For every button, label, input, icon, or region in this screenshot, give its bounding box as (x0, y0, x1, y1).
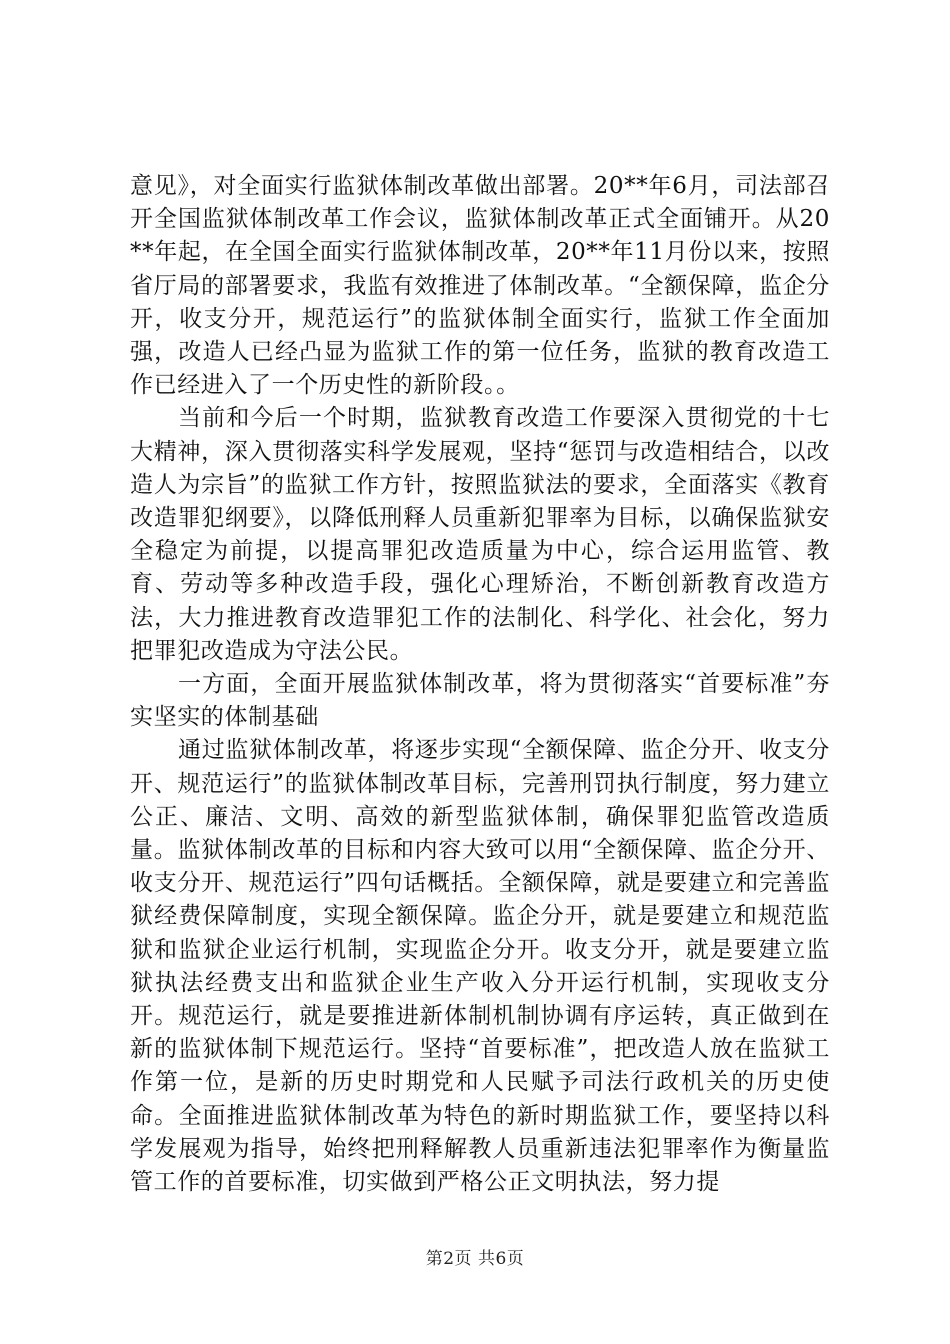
page-number-footer: 第2页 共6页 (425, 1249, 525, 1269)
paragraph-2: 当前和今后一个时期，监狱教育改造工作要深入贯彻党的十七大精神，深入贯彻落实科学发展观，坚持“惩罚与改造相结合，以改造人为宗旨”的监狱工作方针，按照监狱法的要求，全面落实《教育改造罪犯纲要》，以降低刑释人员重新犯罪率为目标，以确保监狱安全稳定为前提，以提高罪犯改造质量为中心，综合运用监管、教育、劳动等多种改造手段，强化心理矫治，不断创新教育改造方法，大力推进教育改造罪犯工作的法制化、科学化、社会化，努力把罪犯改造成为守法公民。 (130, 405, 830, 664)
paragraph-3: 一方面，全面开展监狱体制改革，将为贯彻落实“首要标准”夯实坚实的体制基础 (130, 671, 830, 731)
document-body (130, 170, 830, 1199)
paragraph-4: 通过监狱体制改革，将逐步实现“全额保障、监企分开、收支分开、规范运行”的监狱体制改革目标，完善刑罚执行制度，努力建立公正、廉洁、文明、高效的新型监狱体制，确保罪犯监管改造质量。监狱体制改革的目标和内容大致可以用“全额保障、监企分开、收支分开、规范运行”四句话概括。全额保障，就是要建立和完善监狱经费保障制度，实现全额保障。监企分开，就是要建立和规范监狱和监狱企业运行机制，实现监企分开。收支分开，就是要建立监狱执法经费支出和监狱企业生产收入分开运行机制，实现收支分开。规范运行，就是要推进新体制机制协调有序运转，真正做到在新的监狱体制下规范运行。坚持“首要标准”，把改造人放在监狱工作第一位，是新的历史时期党和人民赋予司法行政机关的历史使命。全面推进监狱体制改革为特色的新时期监狱工作，要坚持以科学发展观为指导，始终把刑释解教人员重新违法犯罪率作为衡量监管工作的首要标准，切实做到严格公正文明执法，努力提 (130, 737, 830, 1196)
paragraph-1: 意见》，对全面实行监狱体制改革做出部署。20**年6月，司法部召开全国监狱体制改革工作会议，监狱体制改革正式全面铺开。从20**年起，在全国全面实行监狱体制改革，20**年11月份以来，按照省厅局的部署要求，我监有效推进了体制改革。“全额保障，监企分开，收支分开，规范运行”的监狱体制全面实行，监狱工作全面加强，改造人已经凸显为监狱工作的第一位任务，监狱的教育改造工作已经进入了一个历史性的新阶段。。 (130, 173, 830, 399)
